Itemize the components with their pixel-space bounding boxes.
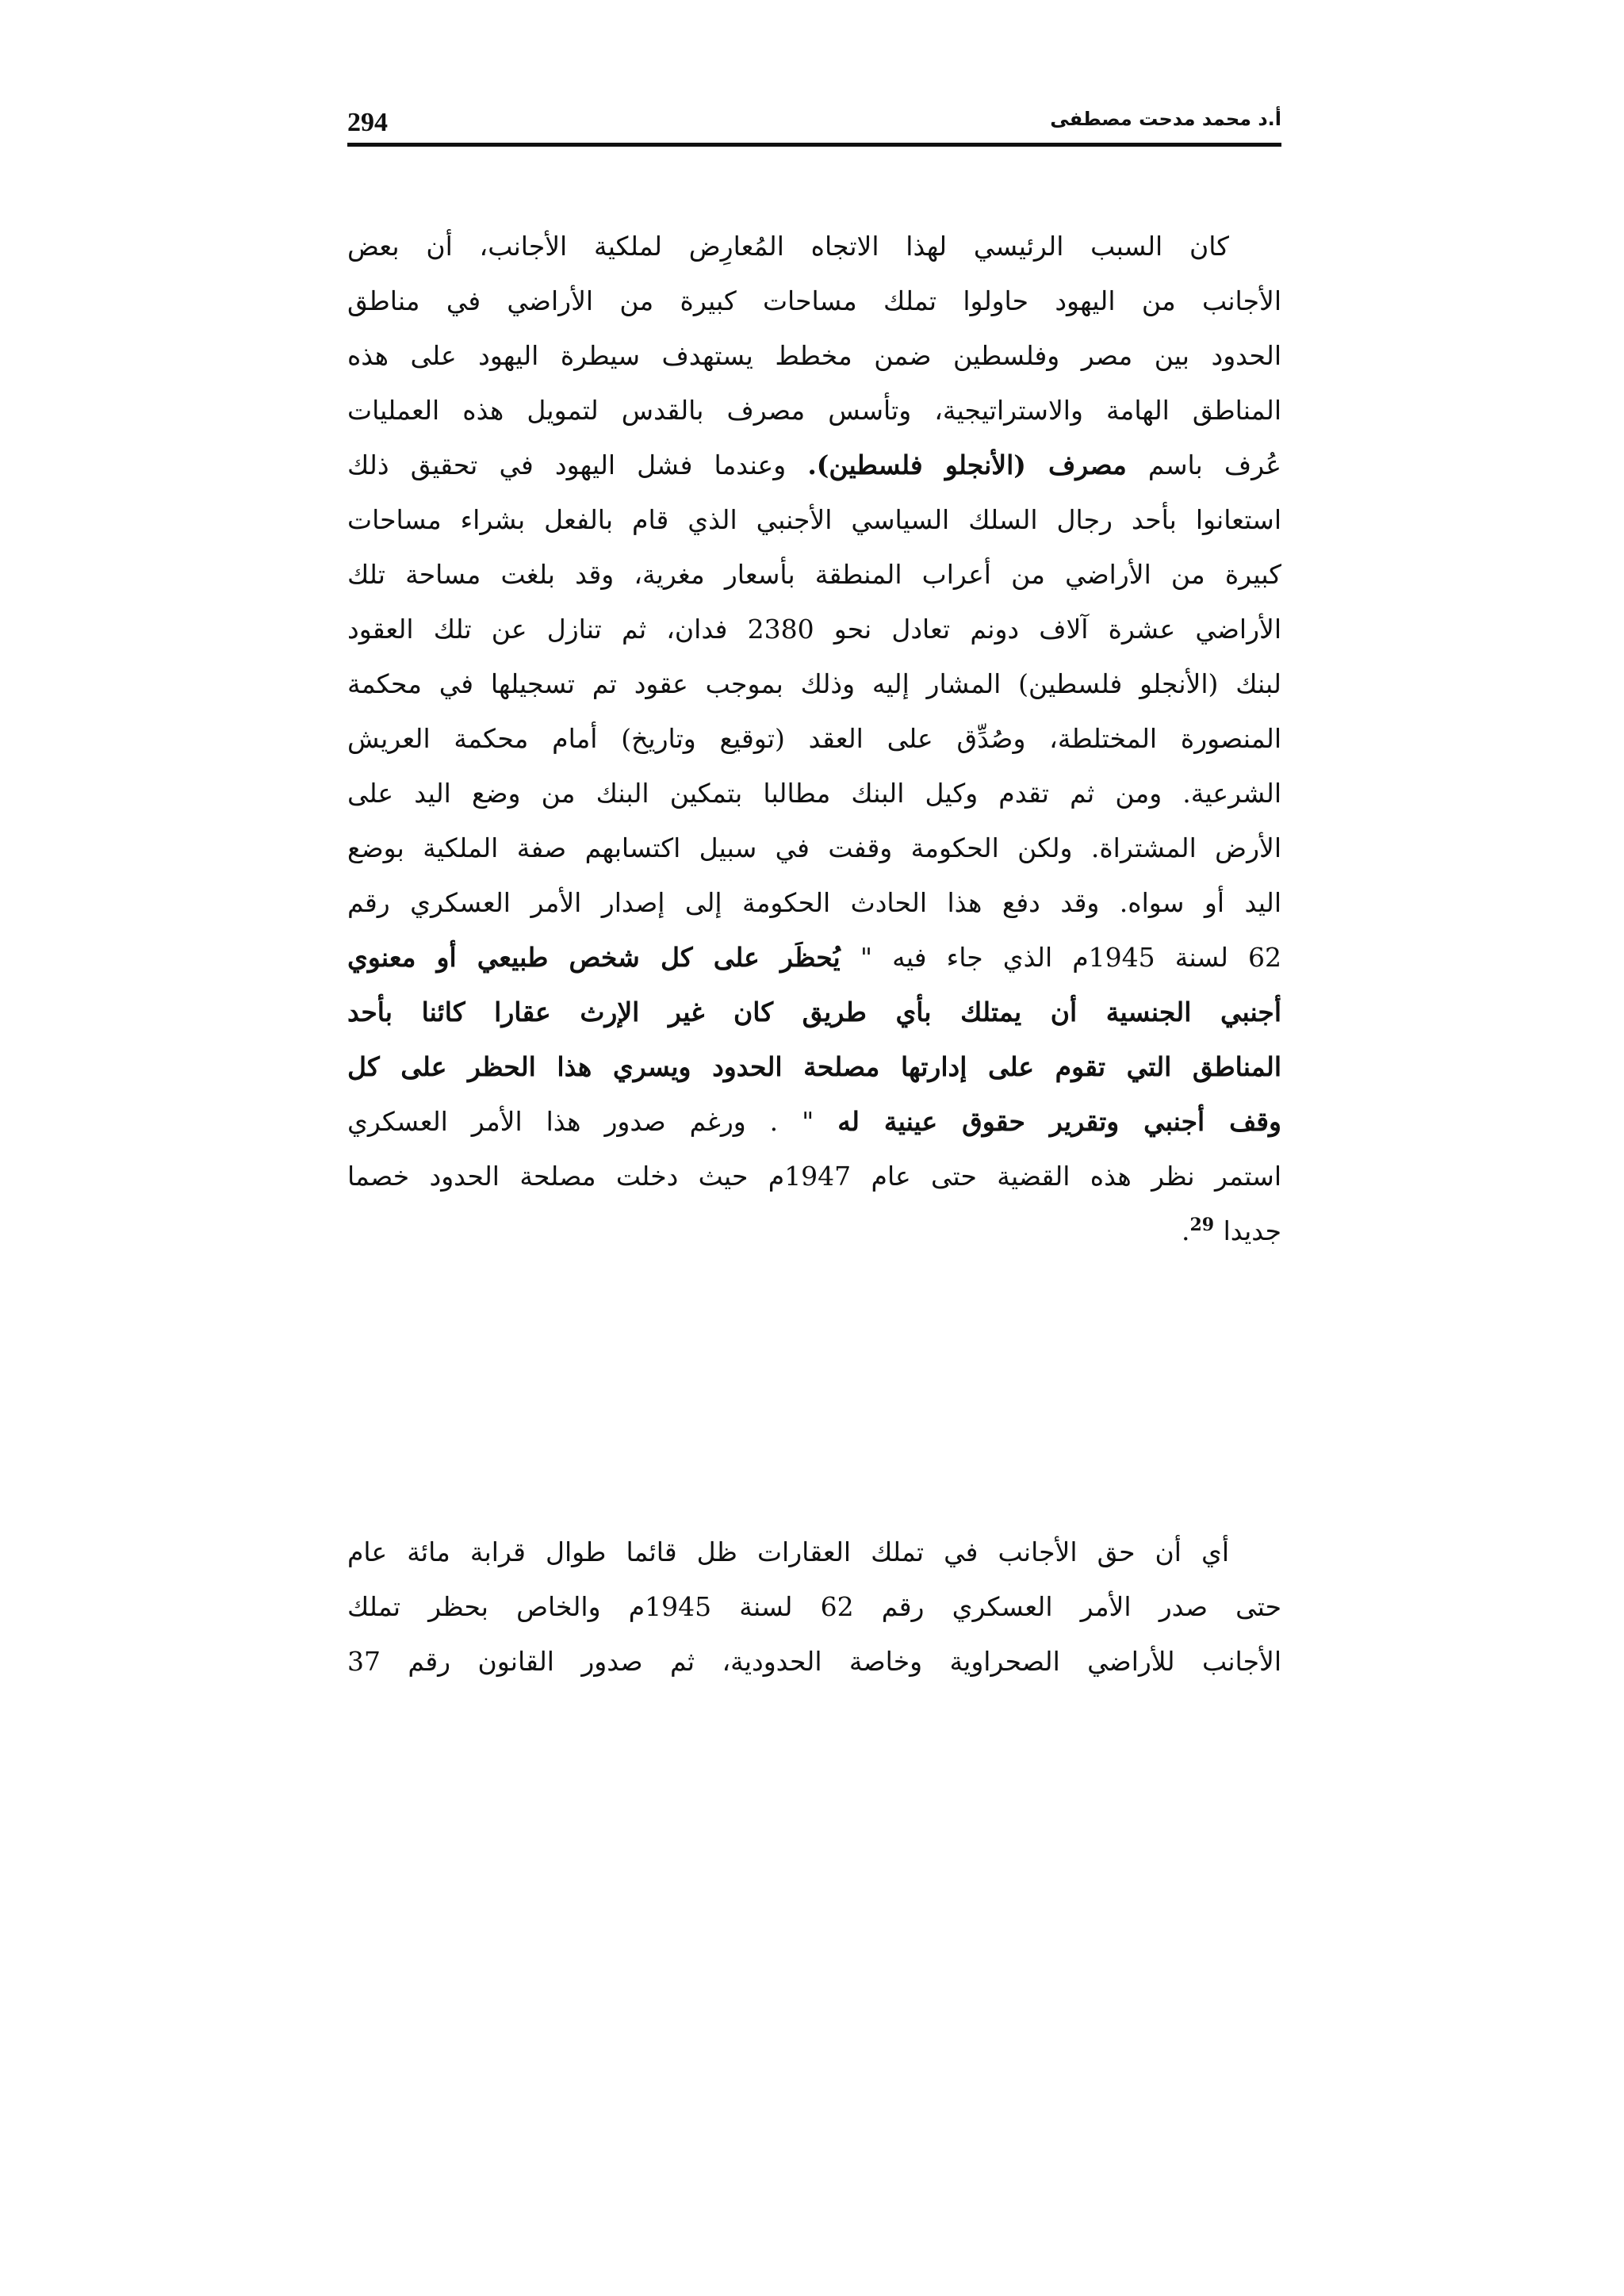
- paragraph-1: [347, 219, 1281, 1258]
- text-line: استعانوا بأحد رجال السلك السياسي الأجنبي الذي قام بالفعل بشراء مساحات: [347, 504, 1281, 535]
- quote-line-bold: أجنبي الجنسية أن يمتلك بأي طريق كان غير الإرث عقارا كائنا بأحد: [347, 997, 1281, 1027]
- text-line: [347, 1094, 1281, 1149]
- text-line: الأجانب من اليهود حاولوا تملك مساحات كبيرة من الأراضي في مناطق: [347, 285, 1281, 316]
- text-line: استمر نظر هذه القضية حتى عام 1947م حيث دخلت مصلحة الحدود خصما: [347, 1161, 1281, 1192]
- text-line: الشرعية. ومن ثم تقدم وكيل البنك مطالبا بتمكين البنك من وضع اليد على: [347, 778, 1281, 809]
- author-name: أ.د محمد مدحت مصطفى: [1050, 108, 1281, 130]
- text-line: الأجانب للأراضي الصحراوية وخاصة الحدودية، ثم صدور القانون رقم 37: [347, 1646, 1281, 1677]
- text-run: وعندما فشل اليهود في تحقيق ذلك: [347, 450, 787, 480]
- footnote-marker[interactable]: 29: [1189, 1215, 1215, 1235]
- text-line: كبيرة من الأراضي من أعراب المنطقة بأسعار مغرية، وقد بلغت مساحة تلك: [347, 559, 1281, 590]
- bank-name-bold: مصرف (الأنجلو فلسطين).: [807, 450, 1127, 480]
- text-line: كان السبب الرئيسي لهذا الاتجاه المُعارِض لملكية الأجانب، أن بعض: [347, 231, 1229, 262]
- quote-line-bold: المناطق التي تقوم على إدارتها مصلحة الحدود ويسري هذا الحظر على كل: [347, 1051, 1281, 1082]
- text-line: المنصورة المختلطة، وصُدِّق على العقد (توقيع وتاريخ) أمام محكمة العريش: [347, 723, 1281, 754]
- text-line: [347, 930, 1281, 985]
- text-line: الحدود بين مصر وفلسطين ضمن مخطط يستهدف سيطرة اليهود على هذه: [347, 340, 1281, 371]
- text-line: الأراضي عشرة آلاف دونم تعادل نحو 2380 فدان، ثم تنازل عن تلك العقود: [347, 614, 1281, 645]
- text-run: جديدا: [1223, 1215, 1281, 1246]
- text-run: .: [1181, 1215, 1190, 1246]
- text-line: اليد أو سواه. وقد دفع هذا الحادث الحكومة إلى إصدار الأمر العسكري رقم: [347, 887, 1281, 918]
- text-run: عُرف باسم: [1147, 450, 1281, 480]
- text-run: " . ورغم صدور هذا الأمر العسكري: [347, 1106, 814, 1137]
- text-line: حتى صدر الأمر العسكري رقم 62 لسنة 1945م والخاص بحظر تملك: [347, 1591, 1281, 1622]
- page-number: 294: [347, 108, 388, 137]
- text-line: [347, 438, 1281, 492]
- quote-bold: يُحظَر على كل شخص طبيعي أو معنوي: [347, 942, 841, 973]
- text-line: المناطق الهامة والاستراتيجية، وتأسس مصرف بالقدس لتمويل هذه العمليات: [347, 395, 1281, 426]
- quote-bold: وقف أجنبي وتقرير حقوق عينية له: [837, 1106, 1281, 1137]
- text-line: أي أن حق الأجانب في تملك العقارات ظل قائما طوال قرابة مائة عام: [347, 1536, 1229, 1567]
- text-line: [347, 1203, 1281, 1258]
- paragraph-2: [347, 1525, 1281, 1689]
- text-line: الأرض المشتراة. ولكن الحكومة وقفت في سبيل اكتسابهم صفة الملكية بوضع: [347, 832, 1281, 863]
- page-header: [347, 94, 1281, 147]
- text-run: 62 لسنة 1945م الذي جاء فيه ": [860, 942, 1281, 973]
- text-line: لبنك (الأنجلو فلسطين) المشار إليه وذلك بموجب عقود تم تسجيلها في محكمة: [347, 668, 1281, 699]
